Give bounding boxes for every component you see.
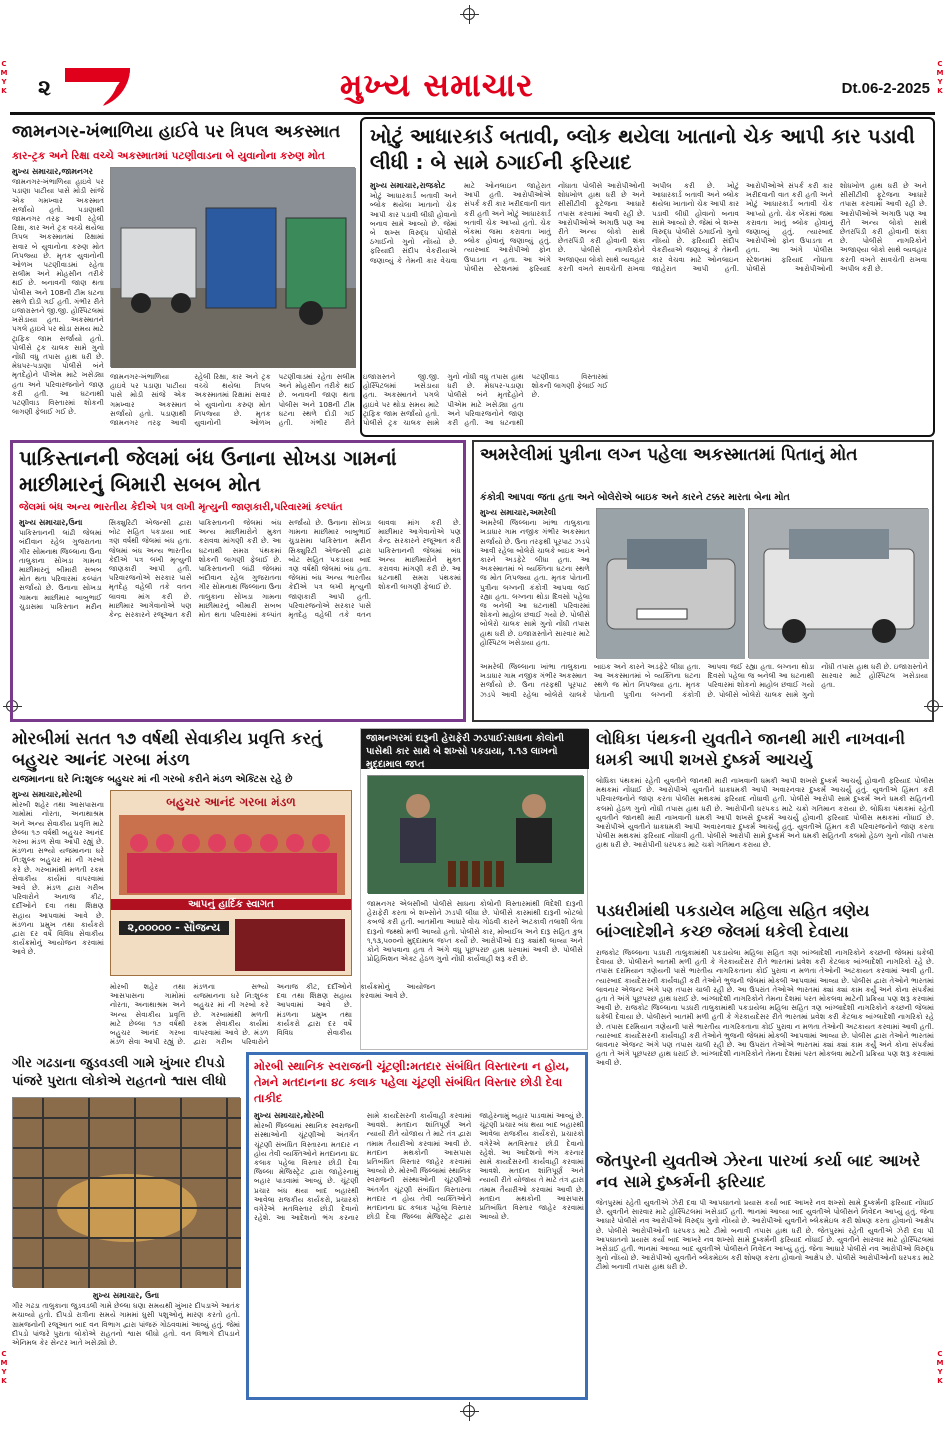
byline: મુખ્ય સમાચાર,રાજકોટ [370, 181, 446, 190]
headline: જેતપુરની યુવતીએ ઝેરના પારખાં કર્યા બાદ આખરે નવ સામે દુષ્કર્મની ફરિયાદ [596, 1151, 921, 1191]
story-jetpur-crime [596, 1150, 934, 1400]
article-body-left [12, 790, 104, 986]
article-body-bottom [110, 982, 436, 1048]
crashed-car-illustration [597, 509, 745, 659]
damaged-vehicle-illustration [749, 509, 929, 659]
masthead-title: મુખ્ય સમાચાર [340, 66, 534, 104]
article-body-left [480, 508, 590, 653]
article-text: જેતપુરમાં રહેતી યુવતીએ ઝેરી દવા પી આપઘાતનો પ્રયાસ કર્યા બાદ આખરે નવ શખ્સો સામે દુષ્કર્મની ફરિયાદ નોંધાઈ છે. યુવતીને સારવાર માટે હોસ્પિટલમાં ખસેડાઈ હતી. ભાનમાં આવ્યા બાદ યુવતીએ પોલીસને નિવેદન આપ્યું હતું. જેના આધારે પોલીસે નવ આરોપીઓ વિરુદ્ધ ગુનો નોંધ્યો છે. આરોપીઓ યુવતીને બ્લેકમેઇલ કરી શોષણ કરતા હોવાનો આક્ષેપ છે. પોલીસે આરોપીઓની ધરપકડ માટે ટીમો બનાવી તપાસ હાથ ધરી છે. [596, 1198, 934, 1235]
liquor-bottles-illustration [368, 776, 584, 894]
byline: મુખ્ય સમાચાર, ઉના [92, 1291, 160, 1300]
article-text-continued: જેતપુરમાં રહેતી યુવતીએ ઝેરી દવા પી આપઘાતનો પ્રયાસ કર્યા બાદ આખરે નવ શખ્સો સામે દુષ્કર્મની ફરિયાદ નોંધાઈ છે. યુવતીને સારવાર માટે હોસ્પિટલમાં ખસેડાઈ હતી. ભાનમાં આવ્યા બાદ યુવતીએ પોલીસને નિવેદન આપ્યું હતું. જેના આધારે પોલીસે નવ આરોપીઓ વિરુદ્ધ ગુનો નોંધ્યો છે. આરોપીઓ યુવતીને બ્લેકમેઇલ કરી શોષણ કરતા હોવાનો આક્ષેપ છે. પોલીસે આરોપીઓની ધરપકડ માટે ટીમો બનાવી તપાસ હાથ ધરી છે. [596, 1225, 934, 1272]
damaged-vehicle-photo [748, 508, 928, 658]
article-text: ગીર ગઢડા તાલુકાના જુડવડલી ગામે છેલ્લા ઘણા સમયથી ખુંખાર દીપડાએ આતંક મચાવ્યો હતો. દીપડો રાત્રીના સમયે ગામમાં ઘુસી પશુઓનું મારણ કરતો હતો. ગ્રામજનોની રજૂઆત બાદ વન વિભાગ દ્વારા પાંજરું ગોઠવવામાં આવ્યું હતું. જેમાં દીપડો પાંજરે પુરાતા લોકોએ રાહતનો શ્વાસ લીધો હતો. વન વિભાગે દીપડાને એનિમલ કેર સેન્ટર ખાતે ખસેડ્યો છે. [12, 1301, 240, 1348]
headline: ગીર ગઢડાના જુડવડલી ગામે ખુંખાર દીપડો પાંજરે પુરાતા લોકોએ રાહતનો શ્વાસ લીધો [12, 1056, 227, 1089]
article-body [254, 1111, 584, 1395]
article-text: રાજકોટ જિલ્લાના પડધરી તાલુકામાંથી પકડાયેલા મહિલા સહિત ત્રણ બાંગ્લાદેશી નાગરિકોને કચ્છની જેલમાં ધકેલી દેવાયા છે. પોલીસને બાતમી મળી હતી કે ગેરકાયદેસર રીતે ભારતમાં પ્રવેશ કરી કેટલાક બાંગ્લાદેશી નાગરિકો રહે છે. તપાસ દરમિયાન ત્રણેયની પાસે ભારતીય નાગરિકતાના કોઈ પુરાવા ન મળતા તેઓની અટકાયત કરવામાં આવી હતી. ત્યારબાદ કાયદેસરની કાર્યવાહી કરી તેઓને ભુજની જેલમાં મોકલી આપવામાં આવ્યા છે. પોલીસ દ્વારા તેઓને ભારતમાં લાવનાર એજન્ટ અંગે પણ તપાસ ચાલી રહી છે. આ ઉપરાંત તેઓએ ભારતમાં ક્યાં ક્યાં કામ કર્યું અને કોના સંપર્કમાં હતા તે અંગે પૂછપરછ હાથ ધરાઈ છે. બાંગ્લાદેશી નાગરિકોને તેમના દેશમાં પરત મોકલવા માટેની પ્રક્રિયા પણ શરૂ કરવામાં આવી છે. [596, 948, 934, 1013]
poster-subtitle: આપનું હાર્દિક સ્વાગત [111, 899, 351, 910]
story-liquor-seized [360, 728, 588, 1050]
headline: મોરબીમાં સતત ૧૭ વર્ષથી સેવાકીય પ્રવૃત્તિ કરતું બહુચર આનંદ ગરબા મંડળ [12, 729, 323, 769]
byline: મુખ્ય સમાચાર,જામનગર [12, 167, 93, 176]
article-text: મોરબી જિલ્લામાં સ્થાનિક સ્વરાજની સંસ્થાઓની ચૂંટણીઓ અંતર્ગત ચૂંટણી સંબંધિત વિસ્તારના મતદાર ન હોય તેવી વ્યક્તિઓને મતદાનના ૪૮ કલાક પહેલા વિસ્તાર છોડી દેવા જિલ્લા મેજિસ્ટ્રેટ દ્વારા જાહેરનામું બહાર પાડવામાં આવ્યું છે. ચૂંટણી પ્રચાર બંધ થયા બાદ બહારથી આવેલા રાજકીય કાર્યકરો, પ્રચારકો વગેરેએ મતવિસ્તાર છોડી દેવાનો રહેશે. આ આદેશનો ભંગ કરનાર સામે કાયદેસરની કાર્યવાહી કરવામાં આવશે. મતદાન શાંતિપૂર્ણ અને ન્યાયી રીતે યોજાય તે માટે તંત્ર દ્વારા તમામ તૈયારીઓ કરવામાં આવી છે. મતદાન મથકોની આસપાસ પ્રતિબંધિત વિસ્તાર જાહેર કરવામાં આવ્યો છે. [254, 1111, 472, 1223]
article-text-continued: રાજકોટ જિલ્લાના પડધરી તાલુકામાંથી પકડાયેલા મહિલા સહિત ત્રણ બાંગ્લાદેશી નાગરિકોને કચ્છની જેલમાં ધકેલી દેવાયા છે. પોલીસને બાતમી મળી હતી કે ગેરકાયદેસર રીતે ભારતમાં પ્રવેશ કરી કેટલાક બાંગ્લાદેશી નાગરિકો રહે છે. તપાસ દરમિયાન ત્રણેયની પાસે ભારતીય નાગરિકતાના કોઈ પુરાવા ન મળતા તેઓની અટકાયત કરવામાં આવી હતી. ત્યારબાદ કાયદેસરની કાર્યવાહી કરી તેઓને ભુજની જેલમાં મોકલી આપવામાં આવ્યા છે. પોલીસ દ્વારા તેઓને ભારતમાં લાવનાર એજન્ટ અંગે પણ તપાસ ચાલી રહી છે. આ ઉપરાંત તેઓએ ભારતમાં ક્યાં ક્યાં કામ કર્યું અને કોના સંપર્કમાં હતા તે અંગે પૂછપરછ હાથ ધરાઈ છે. બાંગ્લાદેશી નાગરિકોને તેમના દેશમાં પરત મોકલવા માટેની પ્રક્રિયા પણ શરૂ કરવામાં આવી છે. [596, 1003, 934, 1068]
byline: મુખ્ય સમાચાર,ઉના [19, 518, 83, 527]
group-photo-illustration [119, 815, 345, 895]
headline: જામનગર-ખંભાળિયા હાઈવે પર ત્રિપલ અકસ્માત [12, 122, 341, 142]
edge-letters-right-bottom: CMYK [936, 1350, 944, 1385]
article-body [596, 776, 934, 896]
article-text-continued: પાકિસ્તાનની લાંઢી જેલમાં બંદીવાન રહેલ ગુજરાતના ગીર સોમનાથ જિલ્લાના ઉના તાલુકાના સોખડા ગામના માછીમારનું બીમારી સબબ મોત થતા પરિવારમાં કલ્પાંત સર્જાયો છે. ઉનાના સોખડા ગામના માછીમાર બાબુભાઈ ચુડાસમા પાકિસ્તાન મરીન સિક્યુરિટી એજન્સી દ્વારા બોટ સહિત પકડાયા બાદ ત્રણ વર્ષથી જેલમાં બંધ હતા. જેલમાં બંધ અન્ય ભારતીય કેદીએ પત્ર લખી મૃત્યુની જાણકારી આપી હતી. પરિવારજનોએ સરકાર પાસે મૃતદેહ વહેલી તકે વતન લાવવા માંગ કરી છે. માછીમાર આગેવાનોએ પણ કેન્દ્ર સરકારને રજૂઆત કરી પાકિસ્તાનની જેલમાં બંધ અન્ય માછીમારોને મુક્ત કરાવવા માંગણી કરી છે. આ ઘટનાથી સમગ્ર પંથકમાં શોકની લાગણી ફેલાઈ છે. [198, 518, 461, 620]
headline: ખોટું આધારકાર્ડ બતાવી, બ્લોક થયેલા ખાતાનો ચેક આપી કાર પડાવી લીધી : બે સામે ઠગાઈની ફરિયાદ [370, 124, 915, 174]
article-body [19, 518, 461, 718]
garba-poster [110, 790, 352, 976]
story-morbi-garba [12, 728, 436, 1050]
poster-title: બહુચર આનંદ ગરબા મંડળ [166, 795, 296, 809]
article-body [596, 948, 934, 1148]
article-text: અમરેલી જિલ્લાના ખાંભા તાલુકાના ખડાધાર ગામ નજીક ગંભીર અકસ્માત સર્જાયો છે. ઉના તરફથી પૂરપાટ ઝડપે આવી રહેલા બોલેરો ચાલકે બાઇક અને કારને અડફેટે લીધા હતા. આ અકસ્માતમાં બે વ્યક્તિના ઘટના સ્થળે જ મોત નિપજ્યા હતા. મૃતક પોતાની પુત્રીના લગ્નની કંકોત્રી આપવા જઈ રહ્યા હતા. લગ્નના થોડા દિવસો પહેલા જ બનેલી આ ઘટનાથી પરિવારમાં શોકનો માહોલ છવાઈ ગયો છે. પોલીસે બોલેરો ચાલક સામે ગુનો નોંધી તપાસ હાથ ધરી છે. ઇજાગ્રસ્તોને સારવાર માટે હોસ્પિટલ ખસેડાયા હતા. [480, 662, 928, 699]
story-fake-aadhaar [360, 117, 935, 437]
article-text-continued: મોરબી જિલ્લામાં સ્થાનિક સ્વરાજની સંસ્થાઓની ચૂંટણીઓ અંતર્ગત ચૂંટણી સંબંધિત વિસ્તારના મતદાર ન હોય તેવી વ્યક્તિઓને મતદાનના ૪૮ કલાક પહેલા વિસ્તાર છોડી દેવા જિલ્લા મેજિસ્ટ્રેટ દ્વારા જાહેરનામું બહાર પાડવામાં આવ્યું છે. ચૂંટણી પ્રચાર બંધ થયા બાદ બહારથી આવેલા રાજકીય કાર્યકરો, પ્રચારકો વગેરેએ મતવિસ્તાર છોડી દેવાનો રહેશે. આ આદેશનો ભંગ કરનાર સામે કાયદેસરની કાર્યવાહી કરવામાં આવશે. મતદાન શાંતિપૂર્ણ અને ન્યાયી રીતે યોજાય તે માટે તંત્ર દ્વારા તમામ તૈયારીઓ કરવામાં આવી છે. મતદાન મથકોની આસપાસ પ્રતિબંધિત વિસ્તાર જાહેર કરવામાં આવ્યો છે. [366, 1111, 584, 1222]
article-body-left [12, 167, 104, 431]
page-number: ૨ [38, 76, 51, 101]
registration-mark [463, 8, 475, 20]
headline: લોધિકા પંથકની યુવતીને જાનથી મારી નાખવાની ધમકી આપી શખસે દુષ્કર્મ આચર્યુ [596, 729, 905, 769]
article-body [370, 181, 927, 433]
story-leopard-caged [12, 1055, 240, 1400]
edge-letters-left: CMYK [0, 60, 8, 95]
masthead-rule [10, 112, 935, 115]
story-morbi-election [246, 1052, 588, 1400]
article-text: જામનગર-ખંભાળિયા હાઇવે પર પડાણા પાટીયા પાસે મોડી સાંજે એક ગમખ્વાર અકસ્માત સર્જાયો હતો. પડાણાથી જામનગર તરફ આવી રહેલી રિક્ષા, કાર અને ટ્રક વચ્ચે થયેલા ત્રિપલ અકસ્માતમાં રિક્ષામાં સવાર બે યુવાનોના કરુણ મોત નિપજ્યા છે. મૃતક યુવાનોની ઓળખ પટણીવાડમાં રહેતા સલીમ અને મોહસીન તરીકે થઈ છે. બનાવની જાણ થતા પોલીસ અને 108ની ટીમ ઘટના સ્થળે દોડી ગઈ હતી. ગંભીર રીતે ઇજાગ્રસ્તને જી.જી. હોસ્પિટલમાં ખસેડાયા હતા. અકસ્માતને પગલે હાઇવે પર થોડા સમય માટે ટ્રાફિક જામ સર્જાયો હતો. પોલીસે ટ્રક ચાલક સામે ગુનો નોંધી વધુ તપાસ હાથ ધરી છે. મેઘપર-પડાણા પોલીસે બંને મૃતદેહોને પીએમ માટે ખસેડ્યા હતા અને પરિવારજનોને જાણ કરી હતી. આ ઘટનાથી પટણીવાડ વિસ્તારમાં શોકની લાગણી ફેલાઈ ગઈ છે. [110, 372, 608, 428]
byline: મુખ્ય સમાચાર,અમરેલી [480, 508, 557, 517]
article-body-bottom [110, 372, 608, 432]
poster-group-photo [119, 815, 345, 895]
edge-letters-left-bottom: CMYK [0, 1350, 8, 1385]
article-text: જામનગર-ખંભાળિયા હાઇવે પર પડાણા પાટીયા પાસે મોડી સાંજે એક ગમખ્વાર અકસ્માત સર્જાયો હતો. પડાણાથી જામનગર તરફ આવી રહેલી રિક્ષા, કાર અને ટ્રક વચ્ચે થયેલા ત્રિપલ અકસ્માતમાં રિક્ષામાં સવાર બે યુવાનોના કરુણ મોત નિપજ્યા છે. મૃતક યુવાનોની ઓળખ પટણીવાડમાં રહેતા સલીમ અને મોહસીન તરીકે થઈ છે. બનાવની જાણ થતા પોલીસ અને 108ની ટીમ ઘટના સ્થળે દોડી ગઈ હતી. ગંભીર રીતે ઇજાગ્રસ્તને જી.જી. હોસ્પિટલમાં ખસેડાયા હતા. અકસ્માતને પગલે હાઇવે પર થોડા સમય માટે ટ્રાફિક જામ સર્જાયો હતો. પોલીસે ટ્રક ચાલક સામે ગુનો નોંધી વધુ તપાસ હાથ ધરી છે. મેઘપર-પડાણા પોલીસે બંને મૃતદેહોને પીએમ માટે ખસેડ્યા હતા અને પરિવારજનોને જાણ કરી હતી. આ ઘટનાથી પટણીવાડ વિસ્તારમાં શોકની લાગણી ફેલાઈ ગઈ છે. [12, 177, 104, 417]
masthead [10, 62, 935, 116]
headline: અમરેલીમાં પુત્રીના લગ્ન પહેલા અકસ્માતમાં પિતાનું મોત [480, 445, 858, 465]
edge-letters-right: CMYK [936, 60, 944, 95]
article-text: અમરેલી જિલ્લાના ખાંભા તાલુકાના ખડાધાર ગામ નજીક ગંભીર અકસ્માત સર્જાયો છે. ઉના તરફથી પૂરપાટ ઝડપે આવી રહેલા બોલેરો ચાલકે બાઇક અને કારને અડફેટે લીધા હતા. આ અકસ્માતમાં બે વ્યક્તિના ઘટના સ્થળે જ મોત નિપજ્યા હતા. મૃતક પોતાની પુત્રીના લગ્નની કંકોત્રી આપવા જઈ રહ્યા હતા. લગ્નના થોડા દિવસો પહેલા જ બનેલી આ ઘટનાથી પરિવારમાં શોકનો માહોલ છવાઈ ગયો છે. પોલીસે બોલેરો ચાલક સામે ગુનો નોંધી તપાસ હાથ ધરી છે. ઇજાગ્રસ્તોને સારવાર માટે હોસ્પિટલ ખસેડાયા હતા. [480, 518, 590, 647]
story-lodhika-crime [596, 728, 934, 898]
article-text: ખોટું આધારકાર્ડ બતાવી અને બ્લોક થયેલા ખાતાનો ચેક આપી કાર પડાવી લીધી હોવાનો બનાવ સામે આવ્યો છે. જેમાં બે શખ્સ વિરુદ્ધ પોલીસે ઠગાઈનો ગુનો નોંધ્યો છે. ફરિયાદી સંદીપ વેકરીયાએ જણાવ્યું કે તેમની કાર વેચવા માટે ઓનલાઇન જાહેરાત આપી હતી. આરોપીઓએ સંપર્ક કરી કાર ખરીદવાની વાત કરી હતી અને ખોટું આધારકાર્ડ બતાવી ચેક આપ્યો હતો. ચેક બેંકમાં જમા કરાવતા ખાતું બ્લોક હોવાનું જણાવ્યું હતું. ત્યારબાદ આરોપીઓ ફોન ઉપાડતા ન હતા. આ અંગે પોલીસ સ્ટેશનમાં ફરિયાદ નોંધાતા પોલીસે આરોપીઓની શોધખોળ હાથ ધરી છે અને સીસીટીવી ફૂટેજના આધારે તપાસ કરવામાં આવી રહી છે. આરોપીઓએ અગાઉ પણ આ રીતે અન્ય લોકો સાથે છેતરપિંડી કરી હોવાની શંકા છે. પોલીસે નાગરિકોને અજાણ્યા લોકો સાથે વ્યવહાર કરતી વખતે સાવચેતી રાખવા અપીલ કરી છે. [370, 181, 715, 273]
accident-photo [110, 167, 355, 367]
article-body [12, 1291, 240, 1397]
byline: મુખ્ય સમાચાર,મોરબી [254, 1111, 324, 1120]
poster-amount: ૨,૦૦૦૦૦ - સૌજન્ય [119, 921, 229, 935]
subhead: કંકોત્રી આપવા જતા હતા અને બોલેરોએ બાઇક અને કારને ટક્કર મારતા બેના મોત [480, 492, 790, 503]
leopard-cage-photo [12, 1097, 240, 1287]
article-text-continued: લોધિકા પંથકમાં રહેતી યુવતીને જાનથી મારી નાખવાની ધમકી આપી શખસે દુષ્કર્મ આચર્યુ હોવાની ફરિયાદ પોલીસ મથકમાં નોંધાઈ છે. આરોપીએ યુવતીને ધાકધમકી આપી અવારનવાર દુષ્કર્મ આચર્યુ હતું. યુવતીએ હિંમત કરી પરિવારજનોને જાણ કરતા પોલીસ મથકમાં ફરિયાદ નોંધાવી હતી. પોલીસે આરોપી સામે દુષ્કર્મ અને ધમકી સહિતની કલમો હેઠળ ગુનો નોંધી તપાસ હાથ ધરી છે. આરોપીની ધરપકડ માટે ચક્રો ગતિમાન કરાયા છે. [596, 803, 934, 850]
article-text: લોધિકા પંથકમાં રહેતી યુવતીને જાનથી મારી નાખવાની ધમકી આપી શખસે દુષ્કર્મ આચર્યુ હોવાની ફરિયાદ પોલીસ મથકમાં નોંધાઈ છે. આરોપીએ યુવતીને ધાકધમકી આપી અવારનવાર દુષ્કર્મ આચર્યુ હતું. યુવતીએ હિંમત કરી પરિવારજનોને જાણ કરતા પોલીસ મથકમાં ફરિયાદ નોંધાવી હતી. પોલીસે આરોપી સામે દુષ્કર્મ અને ધમકી સહિતની કલમો હેઠળ ગુનો નોંધી તપાસ હાથ ધરી છે. આરોપીની ધરપકડ માટે ચક્રો ગતિમાન કરાયા છે. [596, 776, 934, 813]
seized-liquor-photo [367, 775, 583, 893]
story-amreli-accident [472, 440, 934, 722]
article-text: મોરબી શહેર તથા આસપાસના ગામોમાં નોરતા, અનાથાશ્રમ અને અન્ય સેવાકીય પ્રવૃત્તિ માટે છેલ્લા ૧૭ વર્ષથી બહુચર આનંદ ગરબા મંડળ સેવા આપી રહ્યું છે. મંડળના સભ્યો યજમાનના ઘરે નિ:શુલ્ક બહુચર માં ની ગરબો કરે છે. ગરબામાંથી મળતી રકમ સેવાકીય કાર્યમાં વાપરવામાં આવે છે. મંડળ દ્વારા ગરીબ પરિવારોને અનાજ કીટ, દર્દીઓને દવા તથા શિક્ષણ સહાય આપવામાં આવે છે. મંડળના પ્રમુખ તથા કાર્યકરો દ્વારા દર વર્ષે વિવિધ સેવાકીય કાર્યક્રમોનું આયોજન કરવામાં આવે છે. [110, 982, 436, 1047]
headline: પાકિસ્તાનની જેલમાં બંધ ઉનાના સોખડા ગામનાં માછીમારનું બિમારી સબબ મોત [19, 446, 397, 496]
leopard-cage-illustration [13, 1098, 241, 1288]
poster-panel [235, 919, 345, 971]
accident-photo-illustration [111, 168, 356, 368]
headline: મોરબી સ્થાનિક સ્વરાજની ચૂંટણી:મતદાર સંબંધિત વિસ્તારના ન હોય, તેમને મતદાનના ૪૮ કલાક પહેલા ચૂંટણી સંબંધિત વિસ્તાર છોડી દેવા તાકીદ [254, 1059, 570, 1105]
issue-date: Dt.06-2-2025 [841, 80, 930, 97]
story-bangladeshi-jail [596, 900, 934, 1150]
subhead: જેલમાં બંધ અન્ય ભારતીય કેદીએ પત્ર લખી મૃત્યુની જાણકારી,પરિવારમાં કલ્પાંત [19, 502, 343, 513]
article-text: મોરબી શહેર તથા આસપાસના ગામોમાં નોરતા, અનાથાશ્રમ અને અન્ય સેવાકીય પ્રવૃત્તિ માટે છેલ્લા ૧૭ વર્ષથી બહુચર આનંદ ગરબા મંડળ સેવા આપી રહ્યું છે. મંડળના સભ્યો યજમાનના ઘરે નિ:શુલ્ક બહુચર માં ની ગરબો કરે છે. ગરબામાંથી મળતી રકમ સેવાકીય કાર્યમાં વાપરવામાં આવે છે. મંડળ દ્વારા ગરીબ પરિવારોને અનાજ કીટ, દર્દીઓને દવા તથા શિક્ષણ સહાય આપવામાં આવે છે. મંડળના પ્રમુખ તથા કાર્યકરો દ્વારા દર વર્ષે વિવિધ સેવાકીય કાર્યક્રમોનું આયોજન કરવામાં આવે છે. [12, 800, 104, 957]
article-body [367, 899, 583, 1047]
subhead: યજમાનના ઘરે નિ:શુલ્ક બહુચર માં ની ગરબો કરીને મંડળ એક્ટિસ રહે છે [12, 774, 293, 785]
registration-mark [463, 1405, 475, 1417]
article-text-continued: ખોટું આધારકાર્ડ બતાવી અને બ્લોક થયેલા ખાતાનો ચેક આપી કાર પડાવી લીધી હોવાનો બનાવ સામે આવ્યો છે. જેમાં બે શખ્સ વિરુદ્ધ પોલીસે ઠગાઈનો ગુનો નોંધ્યો છે. ફરિયાદી સંદીપ વેકરીયાએ જણાવ્યું કે તેમની કાર વેચવા માટે ઓનલાઇન જાહેરાત આપી હતી. આરોપીઓએ સંપર્ક કરી કાર ખરીદવાની વાત કરી હતી અને ખોટું આધારકાર્ડ બતાવી ચેક આપ્યો હતો. ચેક બેંકમાં જમા કરાવતા ખાતું બ્લોક હોવાનું જણાવ્યું હતું. ત્યારબાદ આરોપીઓ ફોન ઉપાડતા ન હતા. આ અંગે પોલીસ સ્ટેશનમાં ફરિયાદ નોંધાતા પોલીસે આરોપીઓની શોધખોળ હાથ ધરી છે અને સીસીટીવી ફૂટેજના આધારે તપાસ કરવામાં આવી રહી છે. આરોપીઓએ અગાઉ પણ આ રીતે અન્ય લોકો સાથે છેતરપિંડી કરી હોવાની શંકા છે. પોલીસે નાગરિકોને અજાણ્યા લોકો સાથે વ્યવહાર કરતી વખતે સાવચેતી રાખવા અપીલ કરી છે. [652, 181, 927, 273]
masthead-swoosh [65, 68, 130, 108]
headline: પડધરીમાંથી પકડાયેલ મહિલા સહિત ત્રણેય બાંગ્લાદેશીને કચ્છ જેલમાં ધકેલી દેવાયા [596, 901, 870, 941]
article-body-bottom [480, 662, 928, 718]
article-text: પાકિસ્તાનની લાંઢી જેલમાં બંદીવાન રહેલ ગુજરાતના ગીર સોમનાથ જિલ્લાના ઉના તાલુકાના સોખડા ગામના માછીમારનું બીમારી સબબ મોત થતા પરિવારમાં કલ્પાંત સર્જાયો છે. ઉનાના સોખડા ગામના માછીમાર બાબુભાઈ ચુડાસમા પાકિસ્તાન મરીન સિક્યુરિટી એજન્સી દ્વારા બોટ સહિત પકડાયા બાદ ત્રણ વર્ષથી જેલમાં બંધ હતા. જેલમાં બંધ અન્ય ભારતીય કેદીએ પત્ર લખી મૃત્યુની જાણકારી આપી હતી. પરિવારજનોએ સરકાર પાસે મૃતદેહ વહેલી તકે વતન લાવવા માંગ કરી છે. માછીમાર આગેવાનોએ પણ કેન્દ્ર સરકારને રજૂઆત કરી પાકિસ્તાનની જેલમાં બંધ અન્ય માછીમારોને મુક્ત કરાવવા માંગણી કરી છે. આ ઘટનાથી સમગ્ર પંથકમાં શોકની લાગણી ફેલાઈ છે. [19, 518, 282, 620]
story-pakistan-jail [10, 440, 466, 722]
byline: મુખ્ય સમાચાર,મોરબી [12, 790, 82, 799]
article-body [596, 1198, 934, 1396]
headline: જામનગરમાં દારૂની હેરાફેરી ઝડપાઈ:સાધના કોલોની પાસેથી કાર સાથે બે શખ્સો પકડાયા, ૧.૧૩ લાખનો મુદ્દામાલ જપ્ત [361, 729, 589, 769]
subhead: કાર-ટ્રક અને રિક્ષા વચ્ચે અકસ્માતમાં પટણીવાડના બે યુવાનોના કરુણ મોત [12, 150, 325, 162]
article-text: જામનગર એલસીબી પોલીસે સાધના કોલોની વિસ્તારમાંથી વિદેશી દારૂની હેરાફેરી કરતા બે શખ્સોને ઝડપી લીધા છે. પોલીસે કારમાંથી દારૂની બોટલો કબજે કરી હતી. બાતમીના આધારે વોચ ગોઠવી કારને અટકાવી તલાશી લેતા દારૂનો જથ્થો મળી આવ્યો હતો. પોલીસે કાર, મોબાઈલ અને દારૂ સહિત કુલ ૧,૧૩,૫૦૦નો મુદ્દામાલ જપ્ત કર્યો છે. આરોપીઓ દારૂ ક્યાંથી લાવ્યા અને કોને આપવાના હતા તે અંગે વધુ પૂછપરછ હાથ ધરવામાં આવી છે. પોલીસે પ્રોહિબિશન એક્ટ હેઠળ ગુનો નોંધી કાર્યવાહી શરૂ કરી છે. [367, 899, 583, 964]
crashed-car-photo [596, 508, 744, 658]
